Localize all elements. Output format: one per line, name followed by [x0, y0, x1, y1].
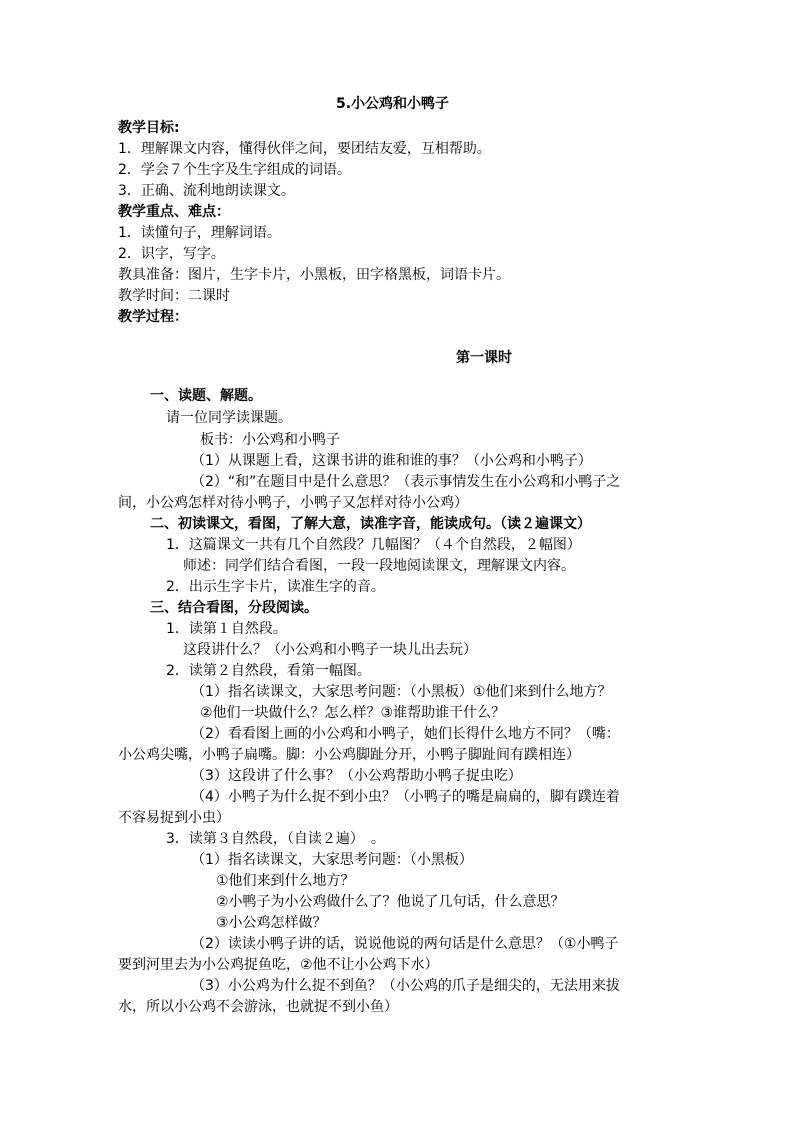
text-line: 水，所以小公鸡不会游泳，也就捉不到小鱼）	[118, 999, 398, 1015]
text-line: （4）小鸭子为什么捉不到小虫？（小鸭子的嘴是扁扁的，脚有蹼连着	[191, 789, 620, 805]
section-heading: 教学重点、难点：	[118, 204, 230, 220]
text-line: 小公鸡尖嘴，小鸭子扁嘴。脚：小公鸡脚趾分开，小鸭子脚趾间有蹼相连）	[118, 747, 580, 763]
section-heading: 二、初读课文，看图，了解大意，读准字音，能读成句。（读２遍课文）	[150, 516, 591, 532]
text-line: ①他们来到什么地方？	[216, 873, 355, 889]
text-line: （2）“和”在题目中是什么意思？（表示事情发生在小公鸡和小鸭子之	[191, 474, 621, 490]
text-line: 间，小公鸡怎样对待小鸭子，小鸭子又怎样对待小公鸡）	[118, 495, 468, 511]
text-line: （2）读读小鸭子讲的话，说说他说的两句话是什么意思？（①小鸭子	[191, 936, 619, 952]
text-line: 1．读第１自然段。	[166, 621, 287, 637]
text-line: 教具准备：图片，生字卡片，小黑板，田字格黑板，词语卡片。	[118, 267, 510, 283]
text-line: 板书：小公鸡和小鸭子	[200, 432, 340, 448]
text-line: 请一位同学读课题。	[166, 410, 292, 426]
text-line: 3．读第３自然段，（自读２遍） 。	[166, 831, 385, 847]
text-line: 2．出示生字卡片，读准生字的音。	[166, 579, 385, 595]
text-line: （3）小公鸡为什么捉不到鱼？（小公鸡的爪子是细尖的，无法用来拔	[191, 978, 620, 994]
text-line: （1）指名读课文，大家思考问题：（小黑板）①他们来到什么地方？	[191, 684, 612, 700]
section-heading: 教学目标:	[118, 120, 180, 136]
text-line: 要到河里去为小公鸡捉鱼吃，②他不让小公鸡下水）	[118, 957, 439, 973]
lesson-heading: 第一课时	[456, 350, 512, 366]
text-line: 2．学会７个生字及生字组成的词语。	[118, 162, 351, 178]
section-heading: 一、读题、解题。	[150, 388, 262, 404]
text-line: （2）看看图上画的小公鸡和小鸭子，她们长得什么地方不同？（嘴：	[191, 726, 620, 742]
text-line: （1）从课题上看，这课书讲的谁和谁的事？（小公鸡和小鸭子）	[191, 453, 592, 469]
text-line: 教学时间：二课时	[118, 288, 230, 304]
text-line: 1．读懂句子，理解词语。	[118, 225, 281, 241]
text-line: 1．理解课文内容，懂得伙伴之间，要团结友爱，互相帮助。	[118, 141, 491, 157]
text-line: ③小公鸡怎样做？	[216, 915, 327, 931]
text-line: 3．正确、流利地朗读课文。	[118, 183, 295, 199]
document-title: 5.小公鸡和小鸭子	[336, 96, 450, 112]
text-line: 师述：同学们结合看图，一段一段地阅读课文，理解课文内容。	[183, 558, 575, 574]
text-line: 1．这篇课文一共有几个自然段？几幅图？（４个自然段，２幅图）	[166, 537, 581, 553]
text-line: 不容易捉到小虫）	[118, 810, 230, 826]
text-line: （3）这段讲了什么事？（小公鸡帮助小鸭子捉虫吃）	[191, 768, 522, 784]
text-line: 2．识字，写字。	[118, 246, 225, 262]
text-line: 这段讲什么？（小公鸡和小鸭子一块儿出去玩）	[183, 642, 477, 658]
text-line: 2．读第２自然段，看第一幅图。	[166, 663, 371, 679]
section-heading: 教学过程：	[118, 309, 188, 325]
text-line: （1）指名读课文，大家思考问题：（小黑板）	[191, 852, 473, 868]
section-heading: 三、结合看图，分段阅读。	[150, 600, 318, 616]
text-line: ②小鸭子为小公鸡做什么了？他说了几句话，什么意思？	[216, 894, 565, 910]
text-line: ②他们一块做什么？怎么样？③谁帮助谁干什么？	[200, 705, 506, 721]
